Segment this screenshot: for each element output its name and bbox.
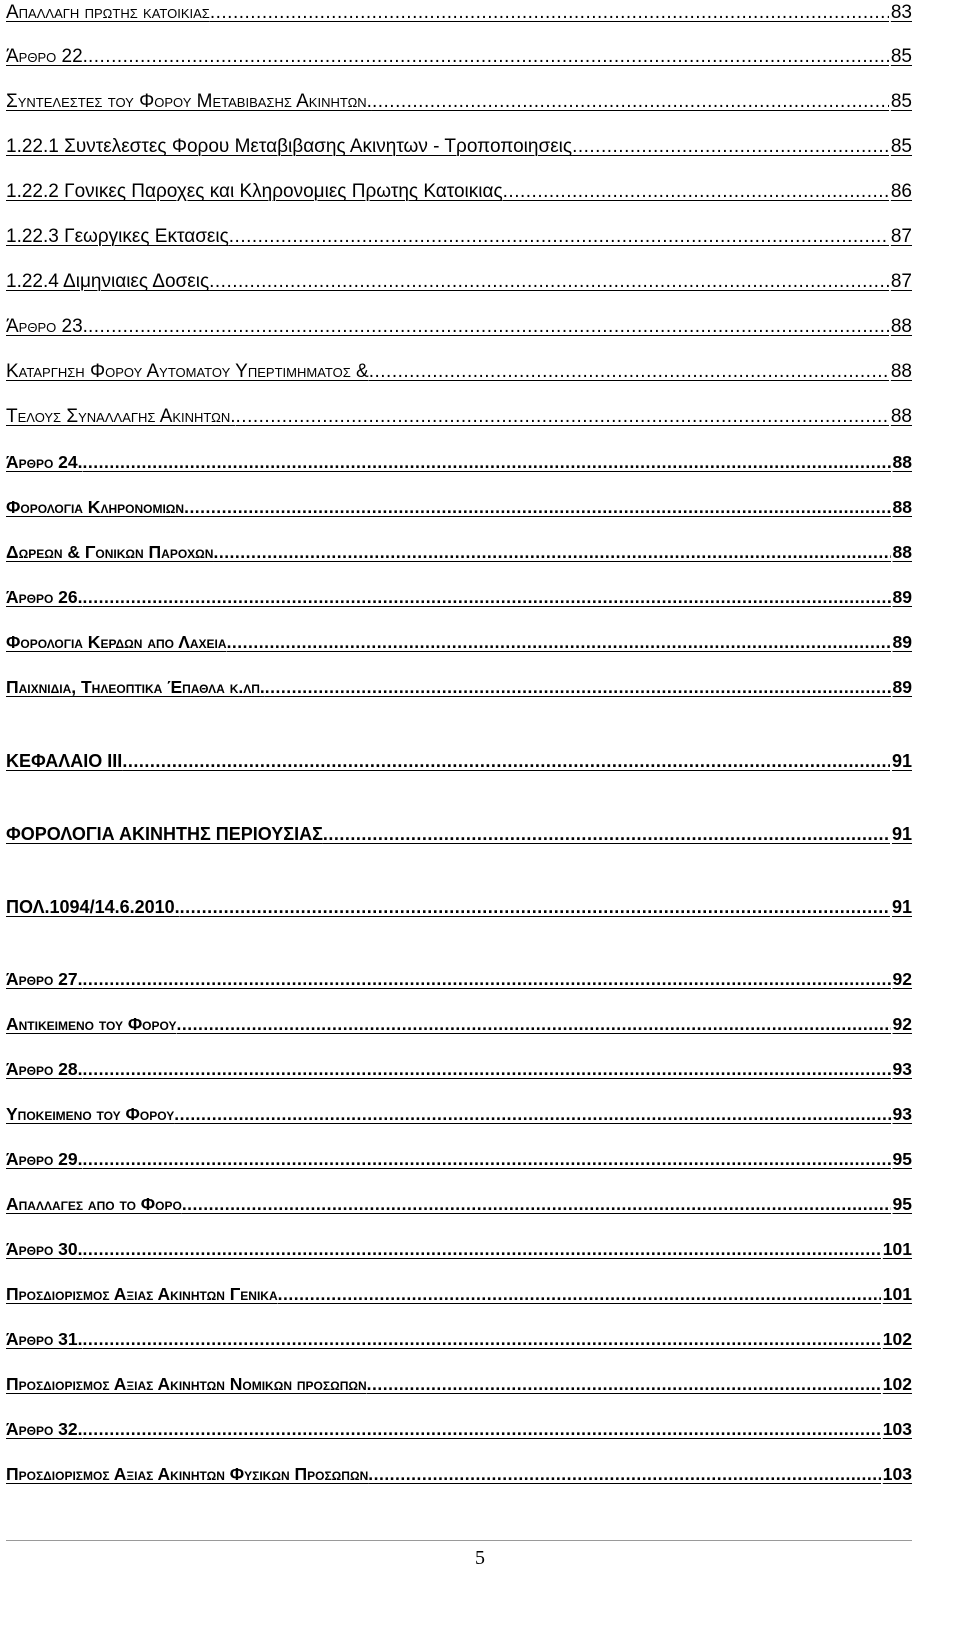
toc-leader-dots [369,361,889,383]
toc-entry-page: 85 [890,46,912,67]
toc-leader-dots [229,226,889,248]
toc-leader-dots [503,181,889,203]
toc-leader-dots [210,2,889,24]
toc-entry[interactable] [6,34,912,68]
toc-entry[interactable] [6,956,912,990]
toc-entry-title: Συντελεστες του Φορου Μεταβιβασης Ακινητων. [6,91,372,112]
footer-divider [6,1540,912,1541]
toc-entry-page: 95 [892,1149,912,1169]
toc-entry[interactable] [6,884,912,918]
toc-entry[interactable] [6,0,912,24]
toc-entry-page: 83 [890,2,912,23]
toc-entry[interactable] [6,79,912,113]
toc-leader-dots [227,632,891,653]
toc-entry[interactable] [6,1316,912,1350]
toc-leader-dots [88,316,889,338]
toc-leader-dots [236,406,889,428]
toc-leader-dots [180,897,890,918]
toc-entry-page: 85 [890,91,912,112]
toc-entry-page: 103 [882,1464,912,1484]
toc-leader-dots [83,1419,881,1440]
toc-entry[interactable] [6,1181,912,1215]
toc-entry[interactable] [6,1406,912,1440]
toc-entry-title: ΦΟΡΟΛΟΓΙΑ ΑΚΙΝΗΤΗΣ ΠΕΡΙΟΥΣΙΑΣ [6,824,323,844]
toc-entry-title: Φορολογια Κερδων απο Λαχεια [6,632,227,652]
toc-entry-page: 92 [892,969,912,989]
toc-entry[interactable] [6,214,912,248]
toc-entry[interactable] [6,124,912,158]
toc-entry-page: 93 [892,1104,912,1124]
toc-entry-page: 88 [892,497,912,517]
toc-entry-page: 89 [892,677,912,697]
toc-leader-dots [177,1014,891,1035]
toc-entry-title: Προσδιορισμος Αξιας Ακινητων Γενικα [6,1284,278,1304]
toc-entry-page: 87 [890,226,912,247]
toc-entry[interactable] [6,1361,912,1395]
toc-entry-page: 88 [892,542,912,562]
toc-entry-title: Καταργηση Φορου Αυτοματου Υπερτιμηματος & [6,361,369,382]
toc-entry-page: 88 [890,316,912,337]
toc-entry[interactable] [6,394,912,428]
toc-leader-dots [83,587,891,608]
toc-entry-title: 1.22.3 Γεωργικες Εκτασεις [6,226,229,247]
toc-entry-page: 92 [892,1014,912,1034]
toc-entry-page: 88 [892,452,912,472]
toc-entry-title: Δωρεων & Γονικων Παροχων [6,542,214,562]
toc-leader-dots [83,969,891,990]
toc-entry-title: Φορολογια Κληρονομιων [6,497,185,517]
toc-entry-page: 103 [882,1419,912,1439]
toc-entry-page: 91 [891,751,912,771]
toc-entry-page: 87 [890,271,912,292]
toc-entry-title: Άρθρο 31. [6,1329,83,1349]
toc-entry-title: Άρθρο 28. [6,1059,83,1079]
toc-entry-title: Αντικειμενο του Φορου [6,1014,177,1034]
toc-entry[interactable] [6,1271,912,1305]
toc-entry-page: 89 [892,587,912,607]
toc-entry-title: Άρθρο 26. [6,587,83,607]
toc-entry-page: 89 [892,632,912,652]
toc-entry-page: 101 [882,1239,912,1259]
toc-leader-dots [174,1104,890,1125]
toc-leader-dots [83,1329,881,1350]
toc-entry-title: Άρθρο 32. [6,1419,83,1439]
toc-entry-title: Υποκειμενο του Φορου [6,1104,175,1124]
toc-entry[interactable] [6,439,912,473]
toc-leader-dots [83,1239,881,1260]
toc-leader-dots [323,824,890,845]
toc-leader-dots [372,91,889,113]
toc-entry-title: Παιχνιδια, Τηλεοπτικα Έπαθλα κ.λπ. [6,677,265,697]
toc-entry-title: ΠΟΛ.1094/14.6.2010. [6,897,180,917]
toc-entry-title: ΚΕΦΑΛΑΙΟ ΙΙΙ [6,751,123,771]
toc-entry-page: 102 [882,1329,912,1349]
toc-entry[interactable] [6,1136,912,1170]
toc-entry-title: Άρθρο 30. [6,1239,83,1259]
toc-entry[interactable] [6,738,912,772]
toc-entry[interactable] [6,304,912,338]
toc-entry-page: 85 [890,136,912,157]
toc-leader-dots [88,46,889,68]
toc-entry-title: Άρθρο 22. [6,46,88,67]
toc-entry[interactable] [6,1046,912,1080]
toc-entry[interactable] [6,1226,912,1260]
toc-entry[interactable] [6,811,912,845]
toc-entry-title: Τελους Συναλλαγης Ακινητων. [6,406,236,427]
toc-entry-page: 101 [882,1284,912,1304]
toc-leader-dots [368,1464,881,1485]
toc-entry-title: 1.22.2 Γονικες Παροχες και Κληρονομιες Πρωτης Κατοικιας [6,181,503,202]
toc-leader-dots [83,1059,891,1080]
toc-leader-dots [209,271,889,293]
toc-entry[interactable] [6,169,912,203]
toc-entry[interactable] [6,1001,912,1035]
toc-leader-dots [265,677,891,698]
toc-entry-title: 1.22.1 Συντελεστες Φορου Μεταβιβασης Ακινητων - Τροποποιησεις [6,136,573,157]
toc-entry-page: 95 [892,1194,912,1214]
toc-leader-dots [572,136,889,158]
toc-leader-dots [182,1194,891,1215]
toc-entry-page: 88 [890,361,912,382]
toc-entry[interactable] [6,619,912,653]
toc-entry-title: Απαλλαγη πρωτης κατοικιας [6,2,210,23]
toc-leader-dots [184,497,890,518]
toc-entry-title: Άρθρο 24. [6,452,83,472]
toc-entry-title: Απαλλαγες απο το Φορο [6,1194,182,1214]
toc-leader-dots [83,1149,891,1170]
toc-entry-title: Άρθρο 27. [6,969,83,989]
toc-leader-dots [83,452,891,473]
toc-entry-page: 93 [892,1059,912,1079]
toc-entry-title: Προσδιορισμος Αξιας Ακινητων Νομικων προσωπων [6,1374,367,1394]
toc-entry[interactable] [6,574,912,608]
toc-entry[interactable] [6,1091,912,1125]
toc-entry[interactable] [6,529,912,563]
toc-entry-page: 91 [891,824,912,844]
toc-entry-page: 91 [891,897,912,917]
toc-entry[interactable] [6,664,912,698]
toc-entry[interactable] [6,1451,912,1485]
toc-entry-title: Άρθρο 29. [6,1149,83,1169]
toc-entry-page: 86 [890,181,912,202]
toc-entry[interactable] [6,349,912,383]
toc-entry-title: Άρθρο 23. [6,316,88,337]
toc-leader-dots [367,1374,881,1395]
toc-entry[interactable] [6,484,912,518]
toc-leader-dots [213,542,890,563]
toc-leader-dots [278,1284,881,1305]
toc-entry-page: 102 [882,1374,912,1394]
toc-entry-title: 1.22.4 Διμηνιαιες Δοσεις [6,271,210,292]
toc-leader-dots [122,751,890,772]
toc-entry-page: 88 [890,406,912,427]
toc-entry-title: Προσδιορισμος Αξιας Ακινητων Φυσικων Προσωπων [6,1464,369,1484]
toc-entry[interactable] [6,259,912,293]
page-number: 5 [475,1547,485,1569]
